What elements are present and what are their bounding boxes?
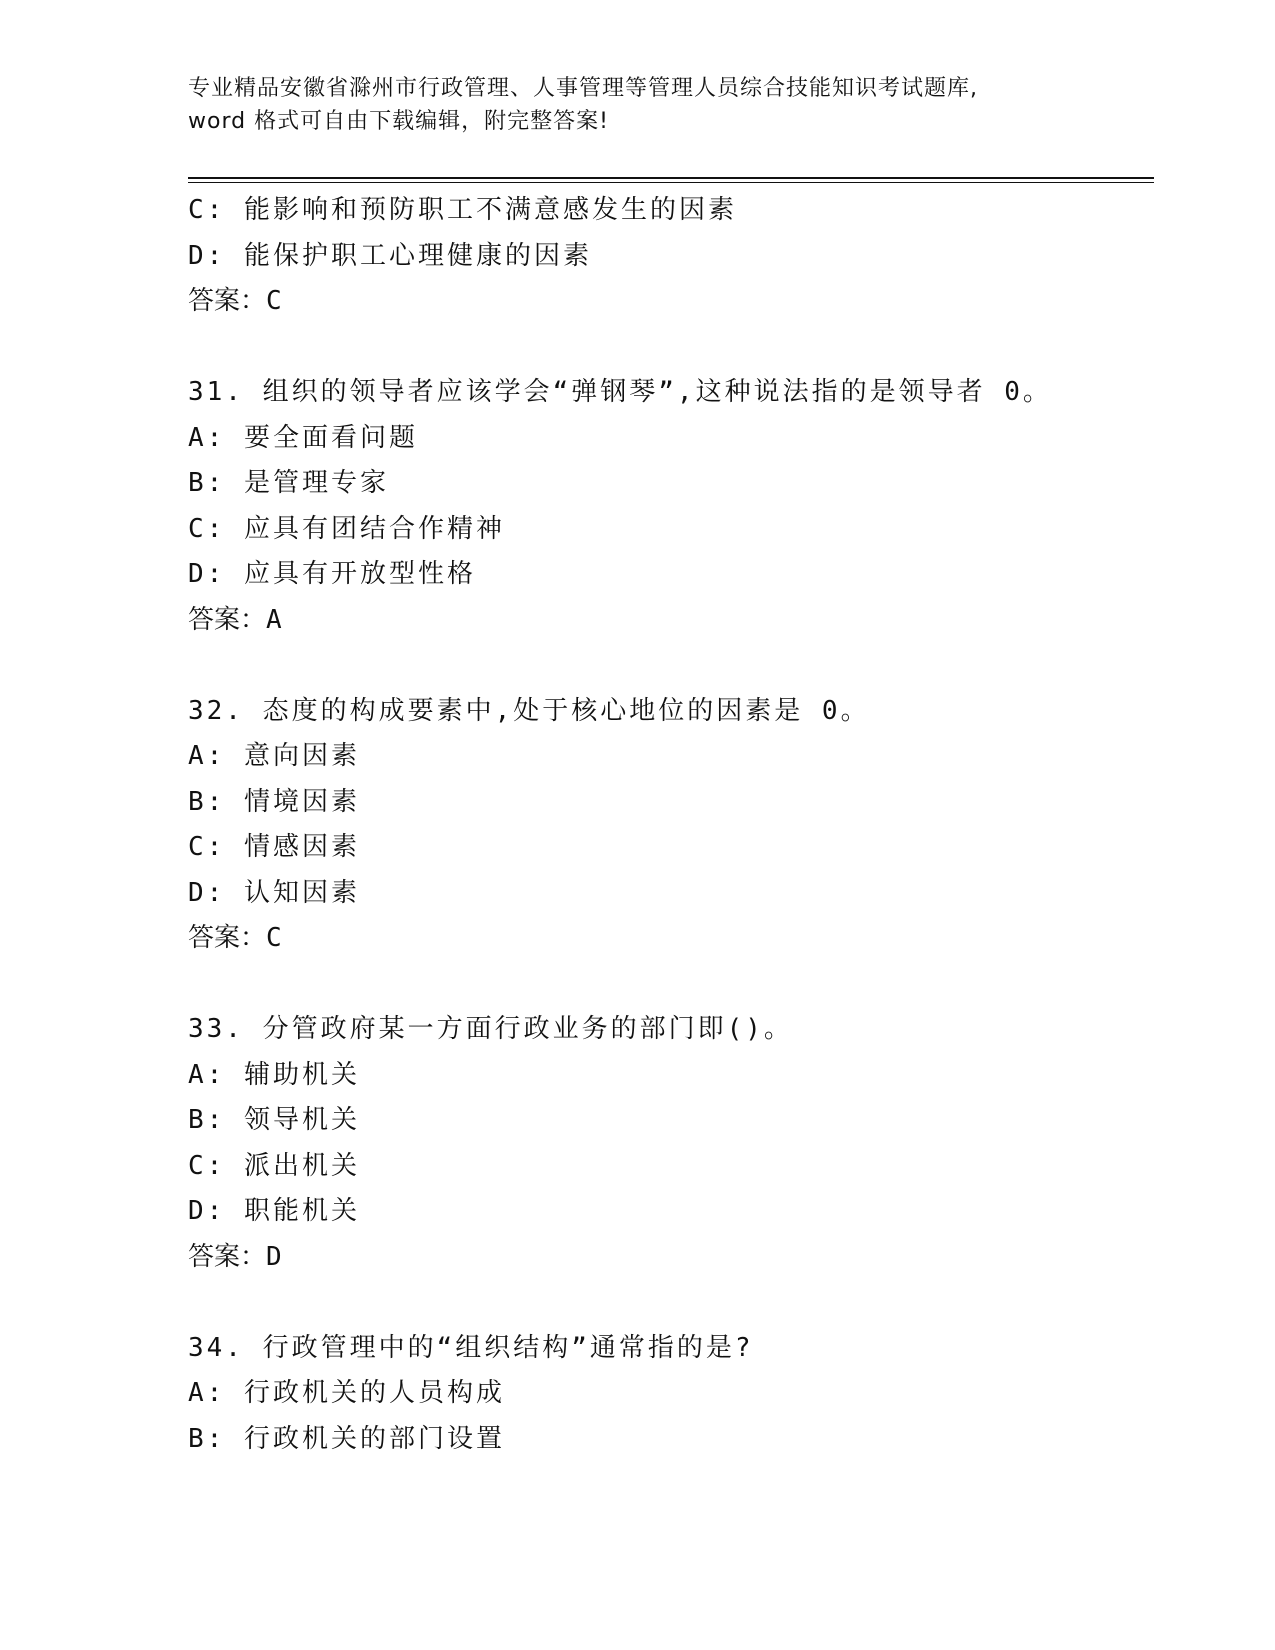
option-d: D: 能保护职工心理健康的因素 xyxy=(188,240,592,271)
spacer xyxy=(188,643,1148,689)
option-b: B: 领导机关 xyxy=(188,1105,360,1135)
question-stem: 32. 态度的构成要素中,处于核心地位的因素是 0。 xyxy=(188,695,870,726)
question-stem: 33. 分管政府某一方面行政业务的部门即()。 xyxy=(188,1014,793,1044)
answer-line xyxy=(188,279,1148,325)
option-a: A: 辅助机关 xyxy=(188,1059,360,1090)
spacer xyxy=(188,325,1148,371)
spacer xyxy=(188,962,1148,1008)
option-c: C: 情感因素 xyxy=(188,832,360,862)
option-b: B: 情境因素 xyxy=(188,786,360,817)
question-stem: 31. 组织的领导者应该学会“弹钢琴”,这种说法指的是领导者 0。 xyxy=(188,377,1052,407)
answer-label: 答案： xyxy=(188,286,267,316)
question-31 xyxy=(188,370,1148,643)
option-d: D: 应具有开放型性格 xyxy=(188,559,476,589)
option-d: D: 职能机关 xyxy=(188,1196,360,1226)
continued-question xyxy=(188,188,1148,325)
header-divider-thick xyxy=(188,177,1154,179)
header-line-2: word 格式可自由下载编辑，附完整答案! xyxy=(188,109,609,134)
answer-value: C xyxy=(266,923,284,953)
answer-line xyxy=(188,598,1148,644)
answer-label: 答案： xyxy=(188,604,267,635)
answer-label: 答案： xyxy=(188,923,267,953)
header-divider-thin xyxy=(188,182,1154,183)
option-b: B: 行政机关的部门设置 xyxy=(188,1423,505,1454)
answer-line xyxy=(188,1235,1148,1281)
option-c: C: 能影响和预防职工不满意感发生的因素 xyxy=(188,195,737,225)
option-a: A: 意向因素 xyxy=(188,741,360,771)
option-c: C: 派出机关 xyxy=(188,1150,360,1181)
document-header xyxy=(188,72,1088,138)
header-line-1: 专业精品安徽省滁州市行政管理、人事管理等管理人员综合技能知识考试题库, xyxy=(188,76,978,101)
question-list xyxy=(188,188,1148,1462)
question-34 xyxy=(188,1326,1148,1463)
question-stem: 34. 行政管理中的“组织结构”通常指的是? xyxy=(188,1332,754,1363)
answer-line xyxy=(188,916,1148,962)
option-d: D: 认知因素 xyxy=(188,877,360,908)
answer-value: A xyxy=(266,604,284,635)
option-b: B: 是管理专家 xyxy=(188,468,389,498)
question-33 xyxy=(188,1007,1148,1280)
option-a: A: 行政机关的人员构成 xyxy=(188,1378,505,1408)
answer-value: C xyxy=(266,286,284,316)
option-c: C: 应具有团结合作精神 xyxy=(188,513,505,544)
question-32 xyxy=(188,689,1148,962)
answer-label: 答案： xyxy=(188,1241,267,1272)
answer-value: D xyxy=(266,1241,284,1272)
spacer xyxy=(188,1280,1148,1326)
option-a: A: 要全面看问题 xyxy=(188,422,418,453)
